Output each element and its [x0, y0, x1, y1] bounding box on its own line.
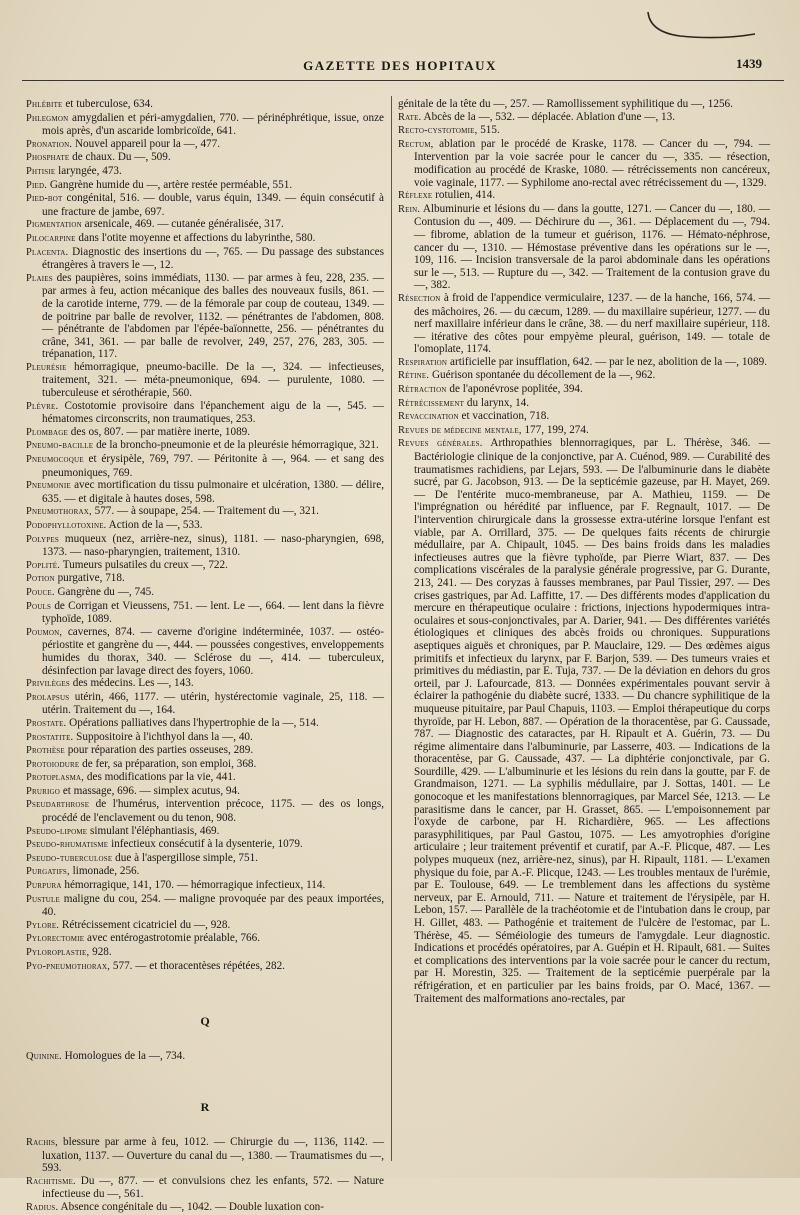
- index-entry: [26, 572, 384, 586]
- index-entry: [26, 192, 384, 218]
- index-entry: [26, 151, 384, 165]
- index-entry: [26, 586, 384, 600]
- index-entry: [26, 439, 384, 453]
- index-term: Prurigo: [26, 785, 61, 797]
- index-text: maligne du cou, 254. — maligne provoquée par des peaux importées, 40.: [42, 892, 384, 919]
- index-term: Recto-cystotomie,: [398, 125, 478, 137]
- index-term: Rate.: [398, 111, 422, 123]
- index-text: et tuberculose, 634.: [65, 98, 153, 110]
- index-term: Pronation.: [26, 138, 73, 150]
- index-term: Pyloroplastie,: [26, 947, 90, 958]
- index-entry: [26, 838, 384, 852]
- index-entry: [398, 424, 770, 438]
- index-entry: [398, 437, 770, 1005]
- index-term: Rétine.: [398, 370, 430, 382]
- index-text: et érysipèle, 769, 797. — Péritonite à —, 964. — et sang des pneumoniques, 769.: [42, 453, 384, 479]
- index-entry: [26, 946, 384, 960]
- index-text: blessure par arme à feu, 1012. — Chirurgie du —, 1136, 1142. — luxation, 1137. — Ouverture du canal du —, 1380. — Traumatismes du —, 593.: [42, 1135, 384, 1175]
- index-text: simulant l'éléphantiasis, 469.: [90, 824, 220, 837]
- index-term: Polypes: [26, 533, 59, 545]
- index-entry: [26, 919, 384, 933]
- index-entry: [26, 677, 384, 691]
- index-term: Rein.: [398, 203, 421, 215]
- index-term: Pouce.: [26, 586, 55, 598]
- index-term: Respiration: [398, 356, 448, 368]
- index-entry: [26, 232, 384, 246]
- index-entry: [26, 879, 384, 893]
- index-term: Revues générales.: [398, 438, 483, 450]
- index-text: de l'humérus, intervention précoce, 1175. — des os longs, procédé de l'enclavement ou du tenon, 908.: [42, 798, 385, 825]
- index-text: congénital, 516. — double, varus équin, 1349. — équin consécutif à une fracture de jambe, 697.: [42, 192, 385, 218]
- index-entry: [26, 1050, 384, 1064]
- index-text: des modifications par la vie, 441.: [86, 771, 236, 784]
- right-column: [398, 98, 770, 1005]
- letter-heading-r: R: [200, 1100, 210, 1115]
- index-text: Guérison spontanée du décollement de la —, 962.: [431, 369, 656, 382]
- index-text: Du —, 877. — et convulsions chez les enfants, 572. — Nature infectieuse du —, 561.: [42, 1174, 384, 1201]
- index-text: Opérations palliatives dans l'hypertrophie de la —, 514.: [69, 716, 319, 729]
- index-term: Revaccination: [398, 411, 459, 423]
- index-entry: [26, 785, 384, 799]
- index-text: hémorragique, pneumo-bacille. De la —, 324. — infectieuses, traitement, 321. — méta-pneumonique, 694. — purulente, 1080. — tuberculeuse et sérothérapie, 560.: [42, 360, 385, 400]
- index-text: Suppositoire à l'ichthyol dans la —, 40.: [76, 730, 253, 743]
- index-term: Pseudo-lipome: [26, 825, 88, 837]
- index-entry: [26, 960, 384, 974]
- index-term: Prostatite.: [26, 731, 74, 743]
- continuation-entry: génitale de la tête du —, 257. — Ramollissement syphilitique du —, 1256.: [398, 98, 733, 110]
- index-term: Pleurésie: [26, 361, 67, 373]
- index-text: Albuminurie et lésions du — dans la goutte, 1271. — Cancer du —, 180. — Contusion du —, 409. — Déchirure du —, 361. — Déplacement du —, 794. — fibrome, ablation de la tumeur et guérison, 1176. — Hémato-néphrose, cancer du —, 1310. — Hémostase préventive dans les opérations sur le —, 109, 116. — Incision transversale de la paroi abdominale dans les opérations sur le —, 513. — Rupture du —, 342. — Traitement de la contusion grave du —, 382.: [414, 202, 770, 292]
- index-term: Pseudo-rhumatisme: [26, 839, 109, 851]
- index-text: de chaux. Du —, 509.: [72, 151, 171, 164]
- index-entry: [26, 533, 384, 559]
- index-entry: [398, 292, 770, 356]
- index-term: Privilèges: [26, 678, 70, 690]
- index-entry: [26, 825, 384, 839]
- index-entry: [26, 1175, 384, 1201]
- index-text: due à l'aspergillose simple, 751.: [115, 851, 259, 864]
- index-entry: [26, 691, 384, 717]
- index-text: hémorragique, 141, 170. — hémorragique infectieux, 114.: [64, 879, 326, 892]
- entries-right: [398, 111, 770, 1006]
- index-text: dans l'otite moyenne et affections du labyrinthe, 580.: [78, 231, 316, 244]
- index-term: Pylore.: [26, 919, 60, 931]
- index-text: Arthropathies blennorragiques, par L. Thérèse, 346. — Bactériologie clinique de la conjonctive, par A. Cuénod, 989. — Curabilité des traumatismes rachidiens, par Lejars, 593. — De l'albuminurie dans le diabète sucré, par G. Jacobson, 913. — De la septicémie gazeuse, par H. Mayet, 269. — De l'entérite muco-membraneuse, par A. Mathieu, 1159. — De l'imprégnation ou hérédité par influence, par F. Regnault, 1017. — De l'intervention chirurgicale dans la grossesse extra-utérine lorsque l'enfant est viable, par A. Orrillard, 375. — De quelques faits récents de chirurgie médullaire, par A. Chipault, 1045. — Des bains froids dans les maladies infectieuses autres que la fièvre typhoïde, par Pierre Wiart, 837. — Des complications viscérales de la paralysie générale progressive, par G. Durante, 213, 241. — Des coryzas à fausses membranes, par Paul Tissier, 297. — Des crises gastriques, par Ad. Laffitte, 17. — Des différents modes d'application du mercure en thérapeutique oculaire : frictions, injections hypodermiques intra-oculaires et sous-conjonctivales, par A. Darier, 941. — Des différentes variétés étiologiques et cliniques des abcès froids ou chroniques. Suppurations aseptiques aiguës et chroniques, par P. Mauclaire, 129. — Des œdèmes aigus primitifs et infectieux du larynx, par F. Barjon, 539. — Des tumeurs vraies et primitives du médiastin, par E. Tuja, 737. — De la déviation en dehors du gros orteil, par J. Lafourcade, 813. — Données expérimentales pouvant servir à éclairer la pathogénie du diabète sucré, 1333. — Du chancre syphilitique de la muqueuse pituitaire, par Paul Chapuis, 1103. — Emploi thérapeutique du corps thyroïde, par H. Lebon, 887. — Opération de la thoracentèse, par G. Caussade, 787. — Diagnostic des cataractes, par H. Ripault et A. Guérin, 73. — Du régime alimentaire dans l'albuminurie, par Lasserre, 403. — Indications de la thoracentèse, par G. Caussade, 437. — La diphtérie conjonctivale, par G. Sourdille, 429. — L'albuminurie et les lésions du rein dans la goutte, par F. de Grandmaison, 1271. — La syphilis médullaire, par J. Sottas, 1401. — Le gonocoque et les manifestations blennorragiques, par Marcel Sée, 1213. — Le parasitisme dans le cancer, par H. Grasset, 865. — L'empoisonnement par l'oxyde de carbone, par H. Richardière, 965. — Les affections parasyphilitiques, par Paul Gastou, 1075. — Les amyotrophies d'origine articulaire ; leur traitement préventif et curatif, par A.-F. Plicque, 487. — Les polypes muqueux (nez, arrière-nez, sinus), par H. Ripault, 1181. — L'examen physique du foie, par A.-F. Plicque, 1243. — Les troubles mentaux de l'urémie, par E. Toulouse, 649. — Le tremblement dans les affections du système nerveux, par E. Arnould, 711. — Nature et traitement de l'érysipèle, par H. Lebon, 157. — Parallèle de la trachéotomie et de l'intubation dans le croup, par H. Gillet, 483. — Pathogénie et traitement de l'ulcère de l'estomac, par L. Thérèse, 45. — Séméiologie des tumeurs de l'amygdale. Leur diagnostic. Indications et procédés opératoires, par A. Guépin et H. Ripault, 681. — Suites et complications des interventions par la voie sacrée pour le cancer du rectum, par H. Morestin, 325. — Traitement de la septicémie puerpérale par la réfrigération, et en particulier par les bains froids, par O. Macé, 1367. — Traitement des malformations ano-rectales, par: [414, 437, 770, 1005]
- index-entry: [26, 758, 384, 772]
- index-entry: [26, 519, 384, 533]
- index-entry: [26, 626, 384, 677]
- index-text: des paupières, soins immédiats, 1130. — par armes à feu, 228, 235. — par armes à feu, action mécanique des balles des nouveaux fusils, 861. — de la carotide interne, 779. — de la fémorale par coup de couteau, 1349. — de poitrine par balle de revolver, 1132. — pénétrantes de l'abdomen, 808. — pénétrante de l'abdomen par l'épée-baïonnette, 256. — pénétrantes du crâne, 341, 361. — par balle de revolver, 249, 257, 276, 283, 305. — trépanation, 117.: [42, 271, 384, 361]
- index-text: de la broncho-pneumonie et de la pleurésie hémorragique, 321.: [96, 439, 379, 452]
- index-entry: [26, 771, 384, 785]
- index-text: 928.: [92, 946, 112, 958]
- index-term: Pied-bot: [26, 193, 63, 205]
- index-entry: [398, 111, 770, 125]
- index-text: Costotomie provisoire dans l'épanchement aigu de la —, 545. — hématomes circonscrits, non traumatiques, 253.: [42, 399, 384, 426]
- index-term: Purgatifs,: [26, 866, 70, 878]
- index-text: 577. — à soupape, 254. — Traitement du —, 321.: [94, 505, 319, 518]
- index-text: de fer, sa préparation, son emploi, 368.: [82, 757, 257, 770]
- index-entry: [26, 112, 384, 138]
- entries-letter-q: [26, 1050, 384, 1064]
- entries-letter-p: [26, 98, 384, 973]
- index-text: de l'aponévrose poplitée, 394.: [449, 383, 583, 396]
- index-term: Protoplasma,: [26, 772, 85, 784]
- index-term: Pseudarthrose: [26, 799, 90, 811]
- index-entry: [398, 383, 770, 397]
- index-term: Pseudo-tuberculose: [26, 852, 113, 864]
- index-term: Rétrécissement: [398, 397, 465, 409]
- index-term: Poplité.: [26, 559, 61, 571]
- index-text: Rétrécissement cicatriciel du —, 928.: [61, 918, 231, 931]
- index-term: Pneumonie: [26, 480, 71, 492]
- index-term: Phtisie: [26, 165, 56, 177]
- left-column: [26, 98, 384, 1215]
- index-entry: [26, 932, 384, 946]
- index-entry: [26, 179, 384, 193]
- index-text: pour réparation des parties osseuses, 289.: [67, 744, 254, 757]
- index-text: 177, 199, 274.: [524, 423, 589, 436]
- index-text: Gangrène du —, 745.: [57, 585, 155, 598]
- index-entry: [26, 731, 384, 745]
- column-divider: [391, 96, 392, 1161]
- index-entry: [26, 218, 384, 232]
- index-text: utérin, 466, 1177. — utérin, hystérectomie vaginale, 25, 118. — utérin. Traitement du —, 164.: [42, 690, 384, 717]
- index-text: laryngée, 473.: [58, 164, 122, 177]
- index-text: infectieux consécutif à la dysenterie, 1079.: [111, 838, 303, 851]
- index-text: de Corrigan et Vieussens, 751. — lent. Le —, 664. — lent dans la fièvre typhoïde, 1089.: [42, 599, 384, 626]
- index-entry: [26, 400, 384, 426]
- index-entry: [26, 865, 384, 879]
- index-text: rotulien, 414.: [435, 189, 496, 202]
- index-term: Prothèse: [26, 745, 65, 757]
- index-entry: [26, 138, 384, 152]
- index-term: Pilocarpine: [26, 232, 76, 244]
- index-text: du larynx, 14.: [466, 396, 530, 409]
- index-entry: [26, 98, 384, 112]
- index-entry: [26, 893, 384, 919]
- index-term: Phosphate: [26, 152, 70, 164]
- index-term: Réflexe: [398, 190, 433, 202]
- index-term: Pyo-pneumothorax,: [26, 960, 111, 972]
- index-text: à froid de l'appendice vermiculaire, 1237. — de la hanche, 166, 574. — des mâchoires, 26. — du cæcum, 1289. — du maxillaire supérieur, 1277. — du nerf maxillaire inférieur dans le crâne, 38. — du nerf maxillaire supérieur, 118. — itérative des côtes pour empyème pleural, guérison, 149. — totale de l'omoplate, 1174.: [414, 291, 770, 356]
- index-text: Homologues de la —, 734.: [64, 1049, 186, 1062]
- index-term: Résection: [398, 292, 441, 304]
- index-entry: [26, 165, 384, 179]
- index-entry: [26, 1201, 384, 1215]
- index-term: Purpura: [26, 880, 62, 892]
- index-term: Rétraction: [398, 384, 447, 396]
- index-text: Action de la —, 533.: [108, 519, 203, 531]
- index-entry: [26, 600, 384, 626]
- index-term: Pylorectomie: [26, 933, 85, 945]
- index-term: Rachis,: [26, 1136, 58, 1148]
- index-term: Quinine.: [26, 1050, 62, 1062]
- index-entry: [26, 744, 384, 758]
- index-entry: [26, 798, 384, 824]
- index-text: 577. — et thoracentèses répétées, 282.: [112, 959, 285, 972]
- entries-letter-r: [26, 1136, 384, 1215]
- index-term: Pigmentation: [26, 219, 82, 231]
- index-text: purgative, 718.: [57, 572, 125, 585]
- index-text: Nouvel appareil pour la —, 477.: [74, 137, 221, 150]
- index-term: Placenta.: [26, 246, 69, 258]
- index-entry: [398, 397, 770, 411]
- index-entry: [26, 479, 384, 505]
- page-header-title: GAZETTE DES HOPITAUX: [303, 58, 497, 73]
- index-term: Pneumo-bacille: [26, 440, 94, 452]
- index-text: des os, 807. — par matière inerte, 1089.: [70, 425, 251, 438]
- index-entry: [26, 559, 384, 573]
- index-entry: [26, 717, 384, 731]
- index-term: Plombage: [26, 426, 68, 438]
- index-entry: [26, 361, 384, 400]
- index-text: artificielle par insufflation, 642. — par le nez, abolition de la —, 1089.: [450, 355, 767, 368]
- index-entry: [26, 1136, 384, 1175]
- index-term: Poumon,: [26, 626, 63, 638]
- index-entry: [26, 852, 384, 866]
- index-entry: [398, 203, 770, 292]
- header-rule: [22, 80, 784, 81]
- letter-heading-q: Q: [200, 1014, 210, 1029]
- index-entry: [26, 426, 384, 440]
- index-text: des médecins. Les —, 143.: [72, 677, 194, 690]
- page-number: 1439: [736, 56, 762, 71]
- index-text: avec mortification du tissu pulmonaire et ulcération, 1380. — délire, 635. — et digitale à hautes doses, 598.: [42, 479, 385, 505]
- index-term: Rectum,: [398, 138, 434, 150]
- index-term: Potion: [26, 573, 55, 585]
- index-text: cavernes, 874. — caverne d'origine indéterminée, 1037. — ostéo-périostite et gangrène du —, 444. — poussées congestives, enveloppements humides du thorax, 340. — Sclérose du —, 414. — tuberculeux, désinfection par lavage direct des foyers, 1060.: [42, 625, 384, 677]
- index-term: Phlébite: [26, 99, 63, 110]
- index-text: Abcès de la —, 532. — déplacée. Ablation d'une —, 13.: [423, 110, 676, 123]
- index-text: muqueux (nez, arrière-nez, sinus), 1181. — naso-pharyngien, 698, 1373. — naso-pharyngien, traitement, 1310.: [42, 532, 384, 559]
- index-term: Pneumocoque: [26, 454, 84, 466]
- index-term: Plèvre.: [26, 400, 59, 412]
- index-text: Tumeurs pulsatiles du creux —, 722.: [62, 558, 228, 571]
- index-entry: [26, 453, 384, 479]
- index-entry: [398, 410, 770, 424]
- index-text: Diagnostic des insertions du —, 765. — Du passage des substances étrangères à travers le —, 12.: [42, 245, 384, 272]
- index-entry: [398, 369, 770, 383]
- index-text: Gangrène humide du —, artère restée perméable, 551.: [49, 178, 293, 191]
- index-text: ablation par le procédé de Kraske, 1178. — Cancer du —, 794. — Intervention par la voie sacrée pour le cancer du —, 335. — résection, modification au procédé de Kraske, 1080. — rétrécissements non cancéreux, voie vaginale, 1177. — Syphilome ano-rectal avec rétrécissement du —, 1329.: [414, 137, 771, 189]
- index-text: arsenicale, 469. — cutanée généralisée, 317.: [84, 218, 284, 231]
- index-term: Podophyllotoxine.: [26, 520, 107, 531]
- index-entry: [26, 272, 384, 361]
- index-text: et vaccination, 718.: [461, 410, 550, 423]
- index-term: Pustule: [26, 893, 61, 905]
- index-entry: [398, 124, 770, 138]
- index-term: Plaies: [26, 272, 53, 284]
- index-text: avec entérogastrotomie préalable, 766.: [87, 932, 261, 945]
- index-term: Protoiodure: [26, 758, 80, 770]
- index-term: Prolapsus: [26, 691, 70, 703]
- index-entry: [398, 138, 770, 189]
- index-term: Revues de médecine mentale,: [398, 424, 522, 436]
- pen-stroke-mark: [640, 4, 760, 44]
- index-term: Rachitisme.: [26, 1175, 76, 1187]
- index-term: Pouls: [26, 600, 52, 612]
- index-entry: [398, 189, 770, 203]
- index-text: limonade, 256.: [72, 865, 140, 878]
- index-entry: [398, 356, 770, 370]
- index-text: 515.: [480, 124, 500, 137]
- index-text: Absence congénitale du —, 1042. — Double luxation con-: [60, 1200, 324, 1213]
- index-text: et massage, 696. — simplex acutus, 94.: [62, 784, 240, 797]
- index-term: Radius.: [26, 1201, 59, 1213]
- index-term: Phlegmon: [26, 112, 69, 124]
- index-entry: [26, 246, 384, 272]
- index-term: Prostate.: [26, 717, 67, 729]
- index-term: Pneumothorax,: [26, 506, 92, 518]
- index-text: amygdalien et péri-amygdalien, 770. — périnéphrétique, issue, onze mois après, d'un ascaride lombricoïde, 641.: [42, 111, 384, 138]
- index-entry: [26, 505, 384, 519]
- index-term: Pied.: [26, 179, 48, 191]
